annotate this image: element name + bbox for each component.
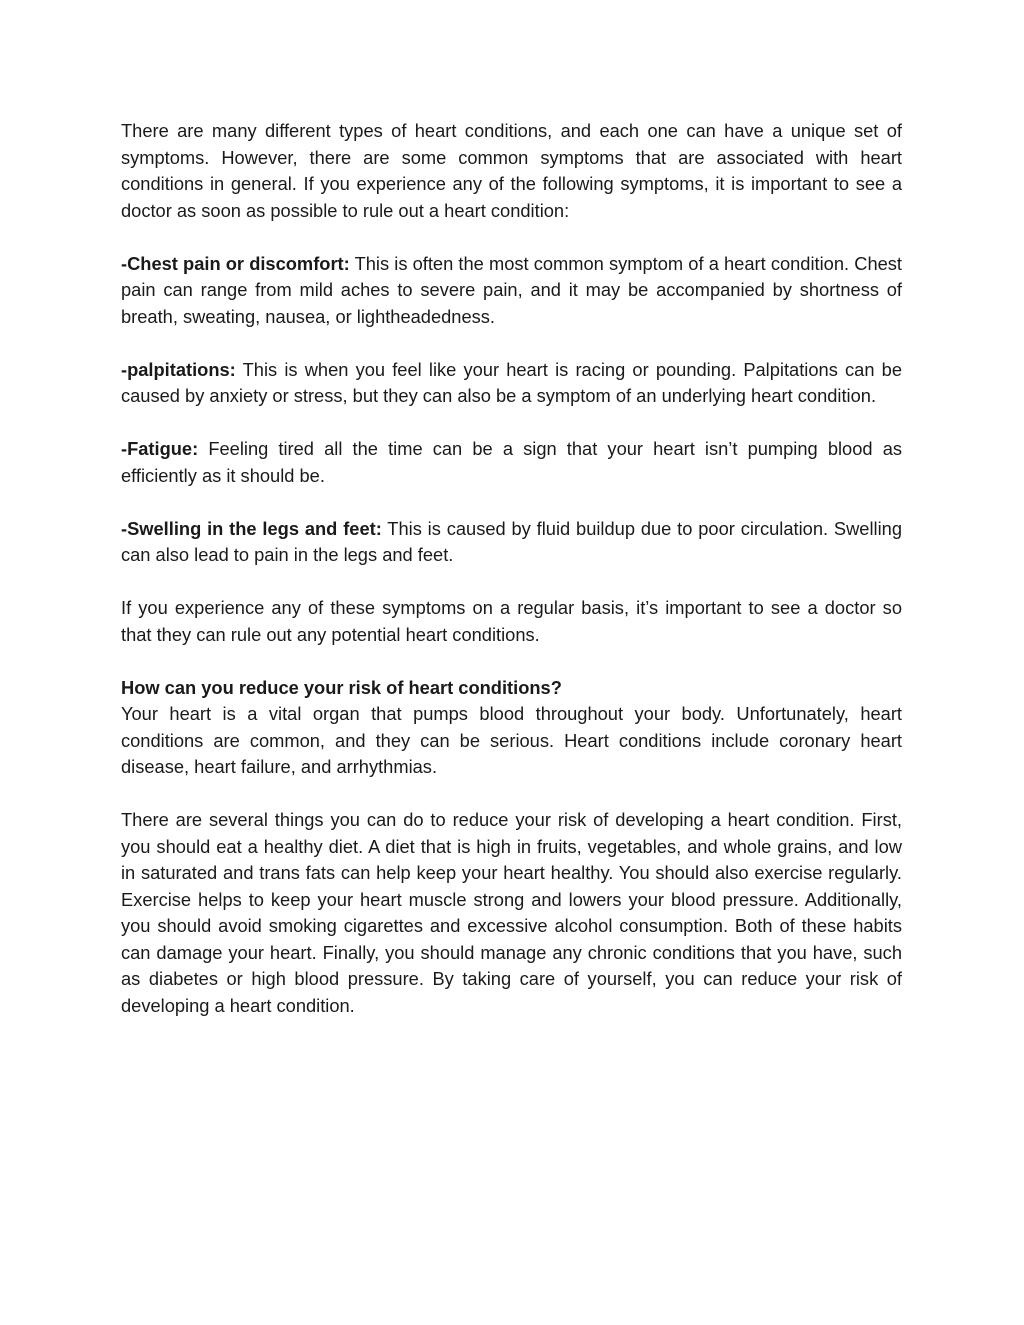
symptom-description: This is caused by fluid buildup due to poor circulation. Swelling can also lead to pain in the legs and feet. [121, 517, 902, 565]
symptom-term: -Chest pain or discomfort: [121, 252, 350, 274]
symptom-palpitations [121, 357, 902, 410]
intro-paragraph: There are many different types of heart conditions, and each one can have a unique set of symptoms. However, there are some common symptoms that are associated with heart conditions in general. If you experience any of the following symptoms, it is important to see a doctor as soon as possible to rule out a heart condition: [121, 120, 902, 221]
symptom-chest-pain [121, 251, 902, 331]
symptom-fatigue [121, 436, 902, 489]
risk-paragraph-1: Your heart is a vital organ that pumps blood throughout your body. Unfortunately, heart conditions are common, and they can be serious. Heart conditions include coronary heart disease, heart failure, and arrhythmias. [121, 703, 902, 777]
symptom-description: Feeling tired all the time can be a sign that your heart isn’t pumping blood as efficiently as it should be. [121, 438, 902, 486]
symptom-term: -Fatigue: [121, 438, 199, 459]
symptom-description: This is often the most common symptom of a heart condition. Chest pain can range from mild aches to severe pain, and it may be accompanied by shortness of breath, sweating, nausea, or lightheadedness. [121, 252, 902, 327]
symptom-description: This is when you feel like your heart is racing or pounding. Palpitations can be caused by anxiety or stress, but they can also be a symptom of an underlying heart condition. [121, 358, 902, 406]
symptom-term: -palpitations: [121, 358, 236, 380]
document-page [121, 118, 902, 1019]
symptom-swelling [121, 516, 902, 569]
symptoms-closing-paragraph: If you experience any of these symptoms on a regular basis, it’s important to see a doctor so that they can rule out any potential heart conditions. [121, 597, 902, 645]
section-heading: How can you reduce your risk of heart conditions? [121, 676, 562, 698]
symptom-term: -Swelling in the legs and feet: [121, 517, 382, 539]
risk-paragraph-2: There are several things you can do to reduce your risk of developing a heart condition. First, you should eat a healthy diet. A diet that is high in fruits, vegetables, and whole grains, and low in saturated and trans fats can help keep your heart healthy. You should also exercise regularly. Exercise helps to keep your heart muscle strong and lowers your blood pressure. Additionally, you should avoid smoking cigarettes and excessive alcohol consumption. Both of these habits can damage your heart. Finally, you should manage any chronic conditions that you have, such as diabetes or high blood pressure. By taking care of yourself, you can reduce your risk of developing a heart condition. [121, 809, 902, 1016]
